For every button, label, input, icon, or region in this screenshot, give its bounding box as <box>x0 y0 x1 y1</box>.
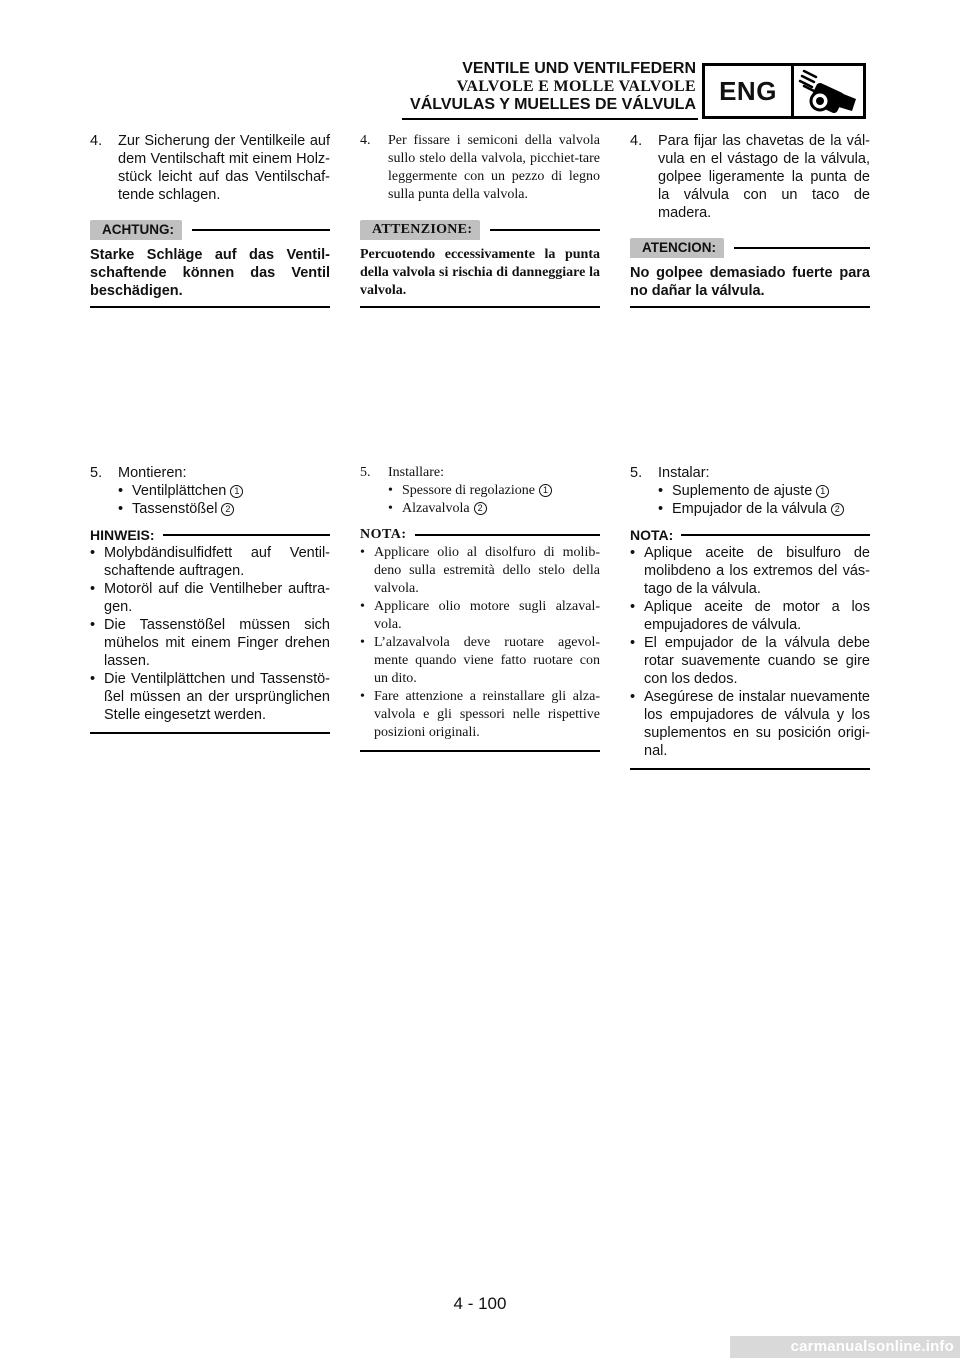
it-caution <box>360 220 600 308</box>
note-label: HINWEIS: <box>90 527 155 543</box>
list-item: • Asegúrese de instalar nuevamente los empujadores de válvula y los suplementos en su posición origi-nal. <box>630 689 870 759</box>
step-text: Instalar: <box>658 465 710 481</box>
page-number: 4 - 100 <box>453 1294 507 1313</box>
note-list <box>360 544 600 752</box>
caution-rule <box>490 229 600 231</box>
de-step5 <box>90 464 330 482</box>
step-text: Per fissare i semiconi della valvola sullo stelo della valvola, picchiet-tare leggermente con un pezzo di legno sulla punta della valvola. <box>388 133 600 202</box>
callout-marker: 1 <box>816 485 829 498</box>
it-parts-list <box>360 482 600 518</box>
list-item: • Tassenstößel 2 <box>118 500 330 518</box>
de-step5-block <box>90 464 330 734</box>
callout-marker: 2 <box>831 503 844 516</box>
it-step5 <box>360 464 600 482</box>
caution-label: ACHTUNG: <box>90 220 182 240</box>
section-badge <box>702 63 866 119</box>
step-number: 5. <box>90 465 103 481</box>
it-step4 <box>360 132 600 204</box>
es-step5 <box>630 464 870 482</box>
caution-rule <box>192 229 330 231</box>
caution-text: No golpee demasiado fuerte para no dañar la válvula. <box>630 264 870 308</box>
it-step5-block <box>360 464 600 752</box>
de-step4-block <box>90 132 330 308</box>
es-parts-list <box>630 482 870 518</box>
header-rule <box>402 118 698 120</box>
step-number: 5. <box>630 465 643 481</box>
callout-marker: 1 <box>230 485 243 498</box>
list-item: • El empujador de la válvula debe rotar suavemente cuando se gire con los dedos. <box>630 635 870 687</box>
es-step4 <box>630 132 870 222</box>
engine-valve-icon <box>794 66 863 116</box>
step-number: 4. <box>630 133 643 149</box>
lang-badge: ENG <box>705 66 794 116</box>
it-note <box>360 526 600 752</box>
step-text: Zur Sicherung der Ventilkeile auf dem Ventilschaft mit einem Holz-stück leicht auf das Ventilschaf-tende schlagen. <box>118 133 330 203</box>
es-caution <box>630 238 870 308</box>
note-label: NOTA: <box>360 527 407 542</box>
list-item: • Aplique aceite de bisulfuro de molibdeno a los extremos del vás-tago de la válvula. <box>630 545 870 597</box>
de-parts-list <box>90 482 330 518</box>
caution-text: Percuotendo eccessivamente la punta della valvola si rischia di danneggiare la valvola. <box>360 246 600 308</box>
caution-rule <box>734 247 870 249</box>
list-item: • Die Ventilplättchen und Tassenstö-ßel müssen an der ursprünglichen Stelle eingesetzt werden. <box>90 671 330 723</box>
list-item: • Applicare olio motore sugli alzaval-vola. <box>360 599 600 632</box>
step-text: Montieren: <box>118 465 187 481</box>
note-list <box>90 544 330 734</box>
note-rule <box>681 534 870 536</box>
caution-label: ATENCION: <box>630 238 724 258</box>
de-note <box>90 526 330 734</box>
callout-marker: 1 <box>539 484 552 497</box>
list-item: • Applicare olio al disolfuro di molib-deno sulla estremità dello stelo della valvola. <box>360 545 600 596</box>
section-title-de: VENTILE UND VENTILFEDERN <box>462 60 696 77</box>
de-step4 <box>90 132 330 204</box>
es-step4-block <box>630 132 870 308</box>
note-label: NOTA: <box>630 527 674 543</box>
note-list <box>630 544 870 770</box>
caution-label: ATTENZIONE: <box>360 220 480 240</box>
step-number: 5. <box>360 465 371 480</box>
header-titles <box>410 60 696 114</box>
callout-marker: 2 <box>474 502 487 515</box>
list-item: • L’alzavalvola deve ruotare agevol-mente quando viene fatto ruotare con un dito. <box>360 635 600 686</box>
step-text: Para fijar las chavetas de la vál-vula en el vástago de la válvula, golpee ligeramente la punta de la válvula con un taco de madera. <box>658 133 870 221</box>
section-title-it: VALVOLE E MOLLE VALVOLE <box>456 78 696 95</box>
callout-marker: 2 <box>221 503 234 516</box>
list-item: • Spessore di regolazione 1 <box>388 482 600 500</box>
es-note <box>630 526 870 770</box>
caution-text: Starke Schläge auf das Ventil-schaftende können das Ventil beschädigen. <box>90 246 330 308</box>
step-number: 4. <box>360 133 371 148</box>
list-item: • Molybdändisulfidfett auf Ventil-schaftende auftragen. <box>90 545 330 579</box>
list-item: • Alzavalvola 2 <box>388 500 600 518</box>
watermark: carmanualsonline.info <box>730 1336 960 1358</box>
es-step5-block <box>630 464 870 770</box>
section-title-es: VÁLVULAS Y MUELLES DE VÁLVULA <box>410 96 696 113</box>
de-caution <box>90 220 330 308</box>
list-item: • Ventilplättchen 1 <box>118 482 330 500</box>
list-item: • Motoröl auf die Ventilheber auftra-gen. <box>90 581 330 615</box>
note-rule <box>163 534 330 536</box>
step-number: 4. <box>90 133 103 149</box>
list-item: • Aplique aceite de motor a los empujadores de válvula. <box>630 599 870 633</box>
step-text: Installare: <box>388 465 444 480</box>
note-rule <box>415 534 600 536</box>
it-step4-block <box>360 132 600 308</box>
list-item: • Fare attenzione a reinstallare gli alza-valvola e gli spessori nelle rispettive posizioni originali. <box>360 689 600 740</box>
list-item: • Suplemento de ajuste 1 <box>658 482 870 500</box>
list-item: • Die Tassenstößel müssen sich mühelos mit einem Finger drehen lassen. <box>90 617 330 669</box>
list-item: • Empujador de la válvula 2 <box>658 500 870 518</box>
